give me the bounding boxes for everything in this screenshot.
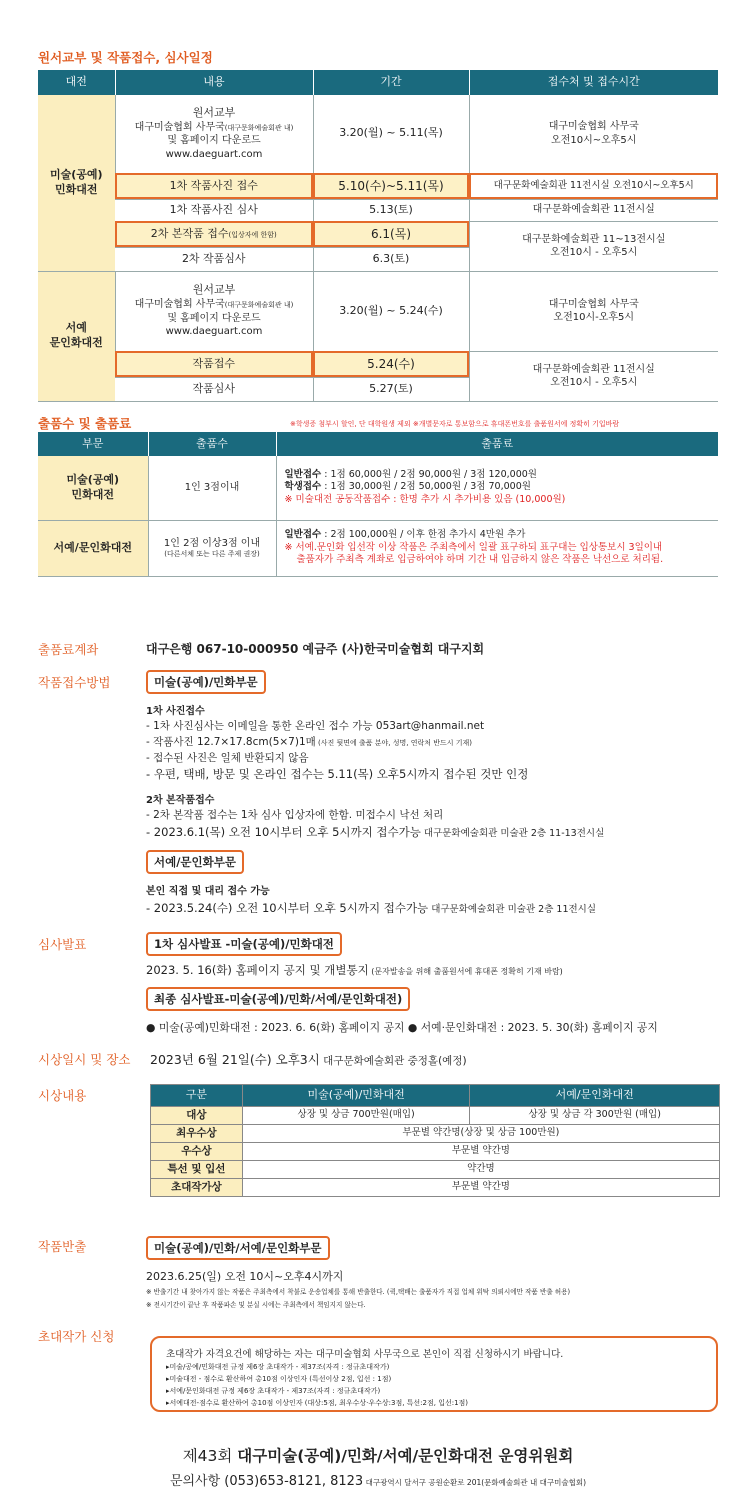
return-note: ※ 전시기간이 끝난 후 작품파손 및 분실 시에는 주최측에서 책임지지 않는다. [146,1301,366,1309]
method-line: - 작품사진 12.7×17.8cm(5×7)1매 (사진 뒷면에 출품 분야, 성명, 연락처 반드시 기재) [146,736,472,748]
col-header: 접수처 및 접수시간 [469,70,718,95]
prize-category: 우수상 [151,1143,243,1161]
return-note: ※ 반출기간 내 찾아가지 않는 작품은 주최측에서 착불로 운송업체를 통해 반출한다. (퀵,택배는 출품자가 직접 업체 위탁 의뢰시에만 작품 반출 허용) [146,1288,571,1296]
place-cell: 대구문화예술회관 11전시실 오전10시~오후5시 [469,173,718,199]
schedule-table [38,70,718,402]
invite-line: ▸서예대전-점수로 환산하여 총10점 이상인자 (대상:5점, 최우수상·우수상:3점, 특선:2점, 입선:1점) [166,1399,469,1407]
prize-cell: 부문별 약간명(상장 및 상금 100만원) [242,1125,719,1143]
prize-cell: 부문별 약간명 [242,1143,719,1161]
ceremony-label: 시상일시 및 장소 [38,1052,131,1067]
period-cell: 3.20(월) ~ 5.11(목) [313,95,469,173]
return-box: 미술(공예)/민화/서예/문인화부문 [146,1236,330,1260]
fee-category: 미술(공예) 민화대전 [38,456,148,520]
method-h3: 본인 직접 및 대리 접수 가능 [146,886,270,897]
method-h2: 2차 본작품접수 [146,795,215,806]
period-cell: 3.20(월) ~ 5.24(수) [313,271,469,351]
content-cell: 1차 작품사진 접수 [115,173,313,199]
col-header: 출품수 [148,432,276,456]
place-cell: 대구문화예술회관 11전시실 오전10시 - 오후5시 [469,351,718,401]
place-cell: 대구문화예술회관 11~13전시실 오전10시 - 오후5시 [469,221,718,271]
fee-detail: 일반접수 : 2점 100,000원 / 이후 한점 추가시 4만원 추가 ※ 서예.문인화 입선작 이상 작품은 주최측에서 일괄 표구하되 표구대는 입상통보시 3일이내 출품자가 주최측 계좌로 입금하여야 하며 기간 내 입금하지 않은 작품은 낙선으로 처리됨. [276,520,718,576]
method-line: - 접수된 사진은 일체 반환되지 않음 [146,752,309,764]
period-cell: 5.13(토) [313,199,469,221]
content-cell: 작품접수 [115,351,313,377]
period-cell: 5.27(토) [313,377,469,401]
col-header: 미술(공예)/민화대전 [242,1085,470,1107]
place-cell: 대구미술협회 사무국 오전10시~오후5시 [469,95,718,173]
fee-count: 1인 3점이내 [148,456,276,520]
method-line: - 2차 본작품 접수는 1차 심사 입상자에 한함. 미접수시 낙선 처리 [146,809,444,821]
col-header: 기간 [313,70,469,95]
invite-line: ▸미술대전 - 점수로 환산하여 총10점 이상인자 (특선이상 2점, 입선 : 1점) [166,1375,392,1383]
content-cell: 작품심사 [115,377,313,401]
content-cell: 2차 본작품 접수(입상자에 한함) [115,221,313,247]
place-cell: 대구문화예술회관 11전시실 [469,199,718,221]
prize-table [150,1084,720,1197]
method-line: - 2023.5.24(수) 오전 10시부터 오후 5시까지 접수가능 대구문화예술회관 미술관 2층 11전시실 [146,901,597,915]
place-cell: 대구미술협회 사무국 오전10시-오후5시 [469,271,718,351]
prize-cell: 상장 및 상금 각 300만원 (매입) [470,1107,720,1125]
prize-category: 대상 [151,1107,243,1125]
prize-cell: 약간명 [242,1161,719,1179]
prize-label: 시상내용 [38,1088,87,1103]
method-label: 작품접수방법 [38,675,111,690]
method-box-calligraphy: 서예/문인화부문 [146,850,244,874]
review-label: 심사발표 [38,937,87,952]
ceremony-text: 2023년 6월 21일(수) 오후3시 대구문화예술회관 중정홀(예정) [150,1052,467,1067]
review-line: ● 미술(공예)민화대전 : 2023. 6. 6(화) 홈페이지 공지 ● 서예·문인화대전 : 2023. 5. 30(화) 홈페이지 공지 [146,1021,658,1034]
invite-line: 초대작가 자격요건에 해당하는 자는 대구미술협회 사무국으로 본인이 직접 신청하시기 바랍니다. [166,1349,564,1360]
return-label: 작품반출 [38,1239,87,1254]
invite-line: ▸서예/문인화대전 규정 제6장 초대작가 - 제37조(자격 : 정규초대작가) [166,1387,381,1395]
account-label: 출품료계좌 [38,642,99,657]
return-line: 2023.6.25(일) 오전 10시~오후4시까지 [146,1270,344,1283]
content-cell: 원서교부 대구미술협회 사무국(대구문화예술회관 내) 및 홈페이지 다운로드 www.daeguart.com [115,271,313,351]
prize-cell: 상장 및 상금 700만원(매입) [242,1107,470,1125]
period-cell: 5.10(수)~5.11(목) [313,173,469,199]
prize-category: 최우수상 [151,1125,243,1143]
fees-table [38,432,718,577]
method-line: - 우편, 택배, 방문 및 온라인 접수는 5.11(목) 오후5시까지 접수된 것만 인정 [146,767,529,781]
invite-label: 초대작가 신청 [38,1329,115,1344]
prize-category: 초대작가상 [151,1179,243,1197]
content-cell: 2차 작품심사 [115,247,313,271]
invite-box [150,1336,718,1412]
footer-title: 제43회 대구미술(공예)/민화/서예/문인화대전 운영위원회 [182,1447,574,1465]
prize-category: 특선 및 입선 [151,1161,243,1179]
col-header: 부문 [38,432,148,456]
col-header: 서예/문인화대전 [470,1085,720,1107]
method-h1: 1차 사진접수 [146,706,205,717]
invite-line: ▸미술/공예/민화대전 규정 제6장 초대작가 - 제37조(자격 : 정규초대작가) [166,1363,390,1371]
col-header: 대전 [38,70,115,95]
account-text: 대구은행 067-10-000950 예금주 (사)한국미술협회 대구지회 [146,642,485,656]
method-box-art: 미술(공예)/민화부문 [146,670,266,694]
review-box-final: 최종 심사발표-미술(공예)/민화/서예/문인화대전) [146,987,410,1011]
schedule-title: 원서교부 및 작품접수, 심사일정 [38,50,213,65]
fee-count: 1인 2점 이상3점 이내 (다른서체 또는 다른 주제 권장) [148,520,276,576]
category-calligraphy: 서예 문인화대전 [38,271,115,401]
col-header: 구분 [151,1085,243,1107]
period-cell: 6.1(목) [313,221,469,247]
content-cell: 원서교부 대구미술협회 사무국(대구문화예술회관 내) 및 홈페이지 다운로드 www.daeguart.com [115,95,313,173]
fee-category: 서예/문인화대전 [38,520,148,576]
prize-cell: 부문별 약간명 [242,1179,719,1197]
col-header: 내용 [115,70,313,95]
fees-note: ※학생증 첨부시 할인, 단 대학원생 제외 ※개별문자로 통보함으로 휴대폰번호를 출품원서에 정확히 기입바람 [290,420,620,428]
review-box-first: 1차 심사발표 -미술(공예)/민화대전 [146,932,342,956]
period-cell: 5.24(수) [313,351,469,377]
method-line: - 1차 사진심사는 이메일을 통한 온라인 접수 가능 053art@hanmail.net [146,720,485,732]
col-header: 출품료 [276,432,718,456]
fee-detail: 일반접수 : 1점 60,000원 / 2점 90,000원 / 3점 120,000원 학생접수 : 1점 30,000원 / 2점 50,000원 / 3점 70,000원 ※ 미술대전 공동작품접수 : 한명 추가 시 추가비용 있음 (10,000원) [276,456,718,520]
period-cell: 6.3(토) [313,247,469,271]
method-line: - 2023.6.1(목) 오전 10시부터 오후 5시까지 접수가능 대구문화예술회관 미술관 2층 11-13전시실 [146,825,605,839]
fees-title: 출품수 및 출품료 [38,416,132,431]
footer-contact: 문의사항 (053)653-8121, 8123 대구광역시 달서구 공원순환로 201(문화예술회관 내 대구미술협회) [169,1474,587,1489]
content-cell: 1차 작품사진 심사 [115,199,313,221]
category-art: 미술(공예) 민화대전 [38,95,115,271]
review-line: 2023. 5. 16(화) 홈페이지 공지 및 개별통지 (문자발송을 위해 출품원서에 휴대폰 정확히 기재 바람) [146,963,563,977]
